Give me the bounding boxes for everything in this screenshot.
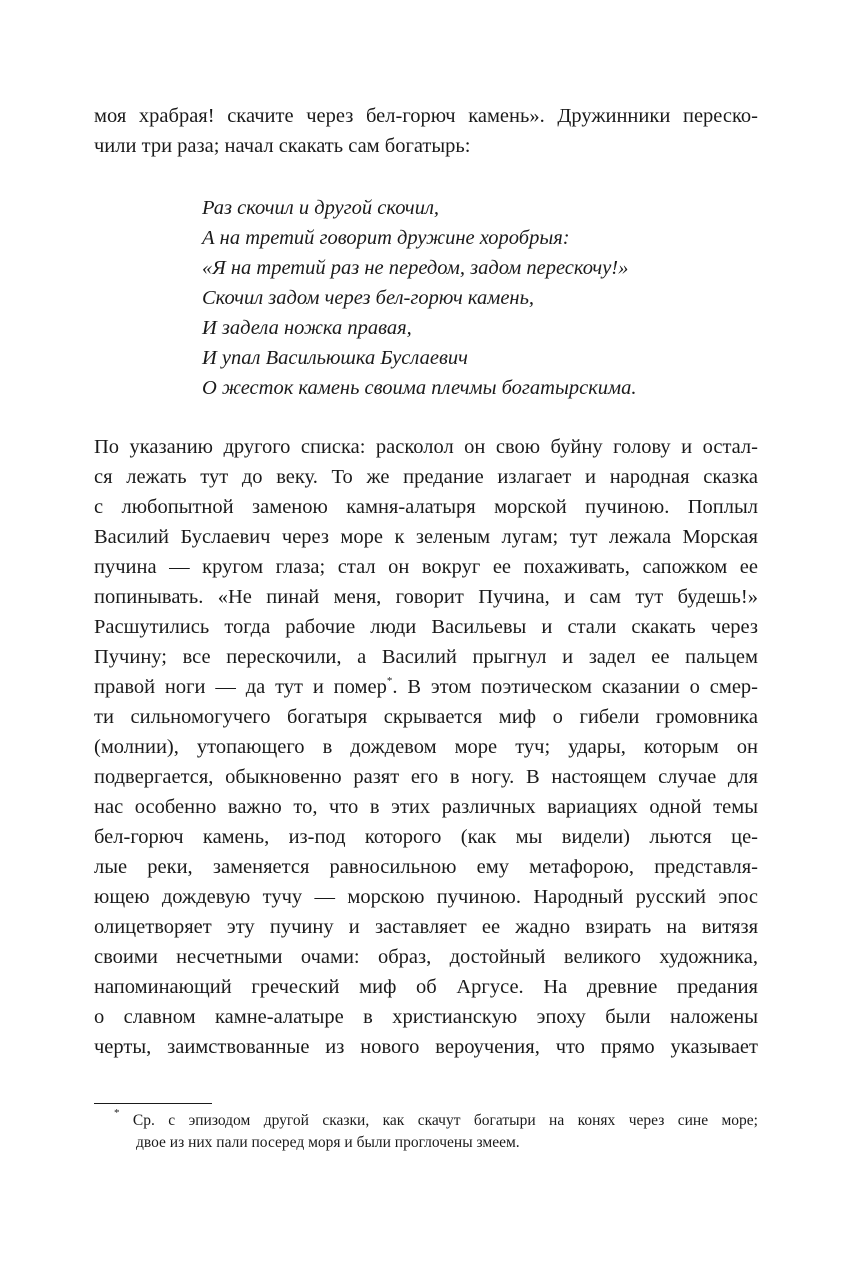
- footnote-line: [94, 1107, 758, 1132]
- paragraph-text: правой ноги — да тут и помер: [94, 676, 387, 698]
- paragraph-line: ся лежать тут до веку. То же предание излагает и народная сказка: [94, 466, 758, 488]
- poem-line: О жесток камень своима плечмы богатырскима.: [202, 377, 637, 399]
- paragraph-line: с любопытной заменою камня-алатыря морской пучиною. Поплыл: [94, 496, 758, 518]
- paragraph-line: напоминающий греческий миф об Аргусе. На древние предания: [94, 976, 758, 998]
- paragraph-line: лые реки, заменяется равносильною ему метафорою, представля-: [94, 856, 758, 878]
- paragraph-line: (молнии), утопающего в дождевом море туч; удары, которым он: [94, 736, 758, 758]
- paragraph-line: [94, 672, 758, 702]
- footnote-text: Ср. с эпизодом другой сказки, как скачут богатыри на конях через сине море;: [119, 1112, 758, 1129]
- footnote-line: двое из них пали посеред моря и были проглочены змеем.: [136, 1134, 520, 1151]
- paragraph-line: о славном камне-алатыре в христианскую эпоху были наложены: [94, 1006, 758, 1028]
- paragraph-line: нас особенно важно то, что в этих различных вариациях одной темы: [94, 796, 758, 818]
- paragraph-line: Василий Буслаевич через море к зеленым лугам; тут лежала Морская: [94, 526, 758, 548]
- footnote-marker: *: [114, 1107, 120, 1119]
- book-page: [94, 0, 758, 1270]
- poem-line: И задела ножка правая,: [202, 317, 412, 339]
- paragraph-text: . В этом поэтическом сказании о смер-: [392, 676, 758, 698]
- footnote-ref[interactable]: *: [386, 675, 393, 687]
- paragraph-line: пучина — кругом глаза; стал он вокруг ее похаживать, сапожком ее: [94, 556, 758, 578]
- intro-line: чили три раза; начал скакать сам богатырь:: [94, 135, 471, 157]
- footnote-rule: [94, 1103, 212, 1104]
- poem-line: Скочил задом через бел-горюч камень,: [202, 287, 535, 309]
- intro-line: моя храбрая! скачите через бел-горюч камень». Дружинники переско-: [94, 105, 758, 127]
- paragraph-line: бел-горюч камень, из-под которого (как мы видели) льются це-: [94, 826, 758, 848]
- paragraph-line: подвергается, обыкновенно разят его в ногу. В настоящем случае для: [94, 766, 758, 788]
- poem-line: И упал Васильюшка Буслаевич: [202, 347, 468, 369]
- paragraph-line: ти сильномогучего богатыря скрывается миф о гибели громовника: [94, 706, 758, 728]
- poem-line: Раз скочил и другой скочил,: [202, 197, 440, 219]
- paragraph-line: олицетворяет эту пучину и заставляет ее жадно взирать на витязя: [94, 916, 758, 938]
- poem-line: «Я на третий раз не передом, задом перескочу!»: [202, 257, 629, 279]
- paragraph-line: По указанию другого списка: расколол он свою буйну голову и остал-: [94, 436, 758, 458]
- paragraph-line: ющею дождевую тучу — морскою пучиною. Народный русский эпос: [94, 886, 758, 908]
- paragraph-line: черты, заимствованные из нового вероучения, что прямо указывает: [94, 1036, 758, 1058]
- paragraph-line: Пучину; все перескочили, а Василий прыгнул и задел ее пальцем: [94, 646, 758, 668]
- poem-line: А на третий говорит дружине хоробрыя:: [202, 227, 570, 249]
- paragraph-line: своими несчетными очами: образ, достойный великого художника,: [94, 946, 758, 968]
- paragraph-line: попинывать. «Не пинай меня, говорит Пучина, и сам тут будешь!»: [94, 586, 758, 608]
- paragraph-line: Расшутились тогда рабочие люди Васильевы и стали скакать через: [94, 616, 758, 638]
